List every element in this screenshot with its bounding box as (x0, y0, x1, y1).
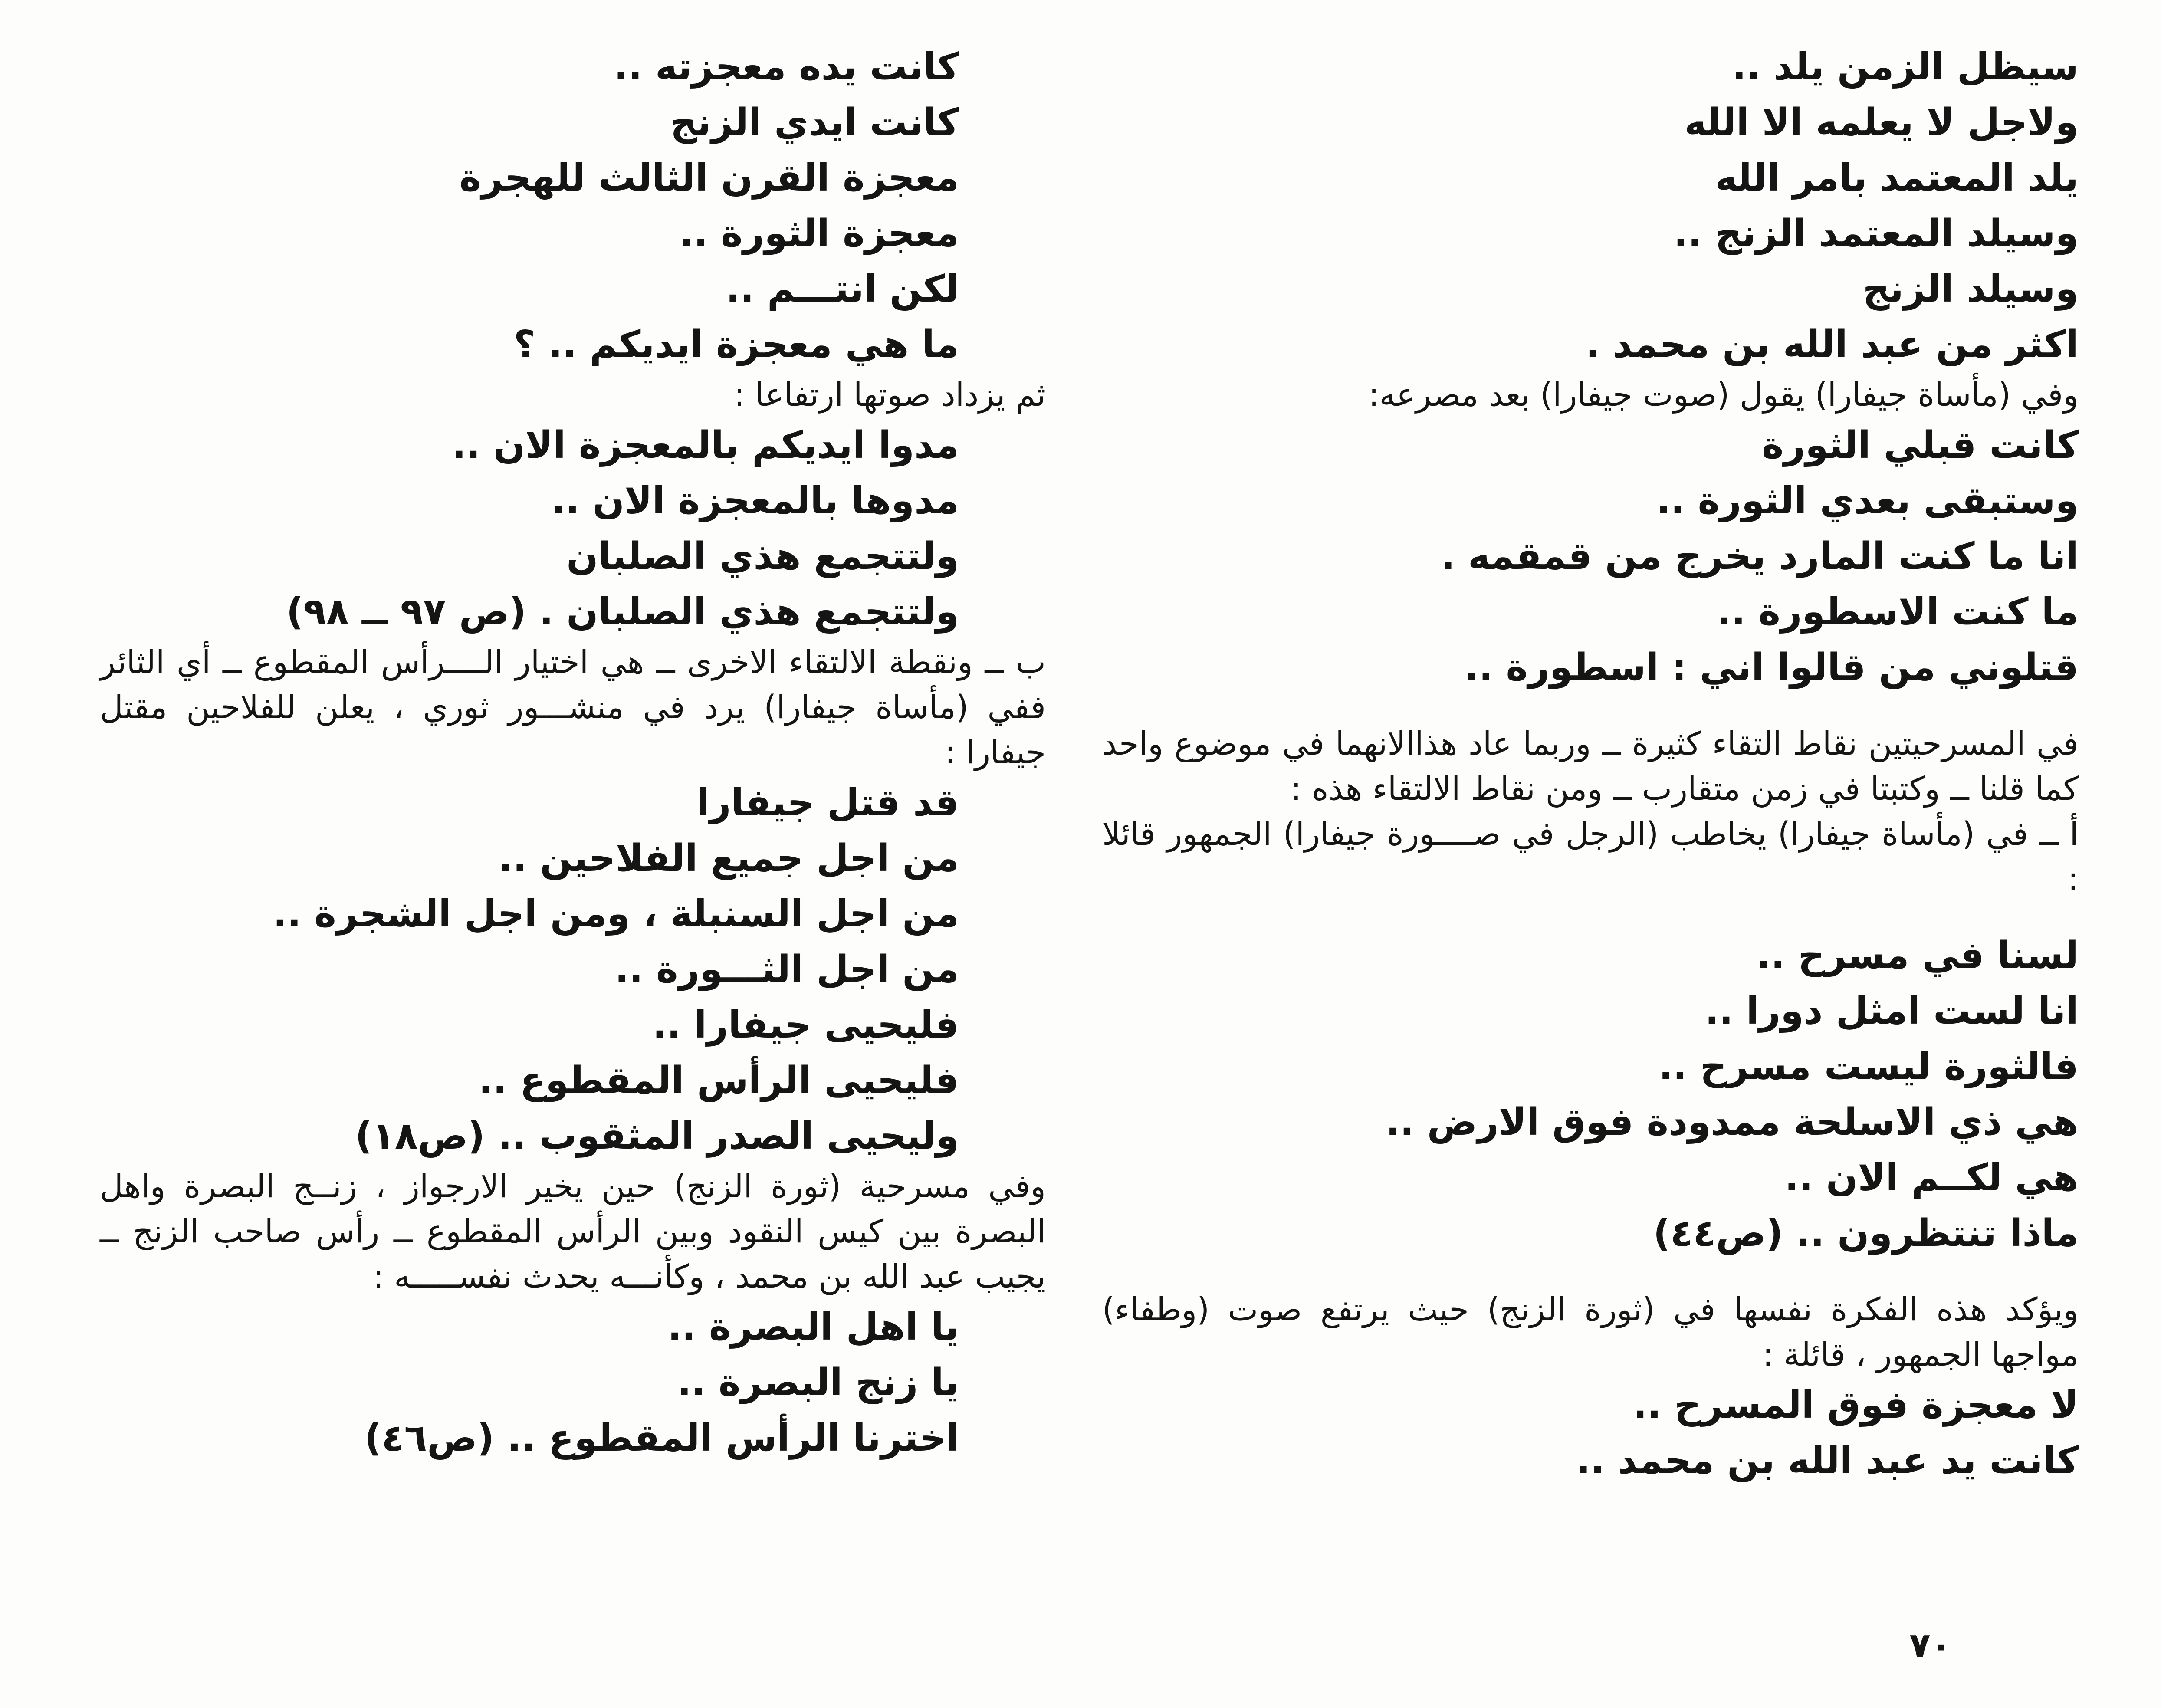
verse-line: سيظل الزمن يلد .. (1732, 45, 2079, 89)
verse-line: يا اهل البصرة .. (667, 1305, 959, 1349)
right-verse-2 (1102, 417, 2079, 695)
verse-line: قتلوني من قالوا اني : اسطورة .. (1465, 646, 2079, 689)
right-prose-2 (1102, 721, 2079, 811)
verse-line: يا زنج البصرة .. (677, 1361, 959, 1404)
verse-line: لا معجزة فوق المسرح .. (1633, 1383, 2079, 1427)
verse-line: مدوها بالمعجزة الان .. (551, 479, 959, 522)
left-prose-2 (100, 640, 1046, 775)
verse-line: مدوا ايديكم بالمعجزة الان .. (452, 424, 959, 467)
verse-line: هي لكــم الان .. (1784, 1156, 2079, 1199)
verse-line: وسيلد المعتمد الزنج .. (1673, 212, 2079, 255)
verse-line: ولتتجمع هذي الصلبان (566, 535, 959, 578)
verse-line: انا ما كنت المارد يخرج من قمقمه . (1441, 535, 2079, 578)
right-column (1102, 39, 2079, 1488)
verse-line: كانت ايدي الزنج (670, 101, 959, 144)
verse-line: ما كنت الاسطورة .. (1717, 590, 2079, 634)
left-column (100, 39, 1046, 1466)
verse-line: وستبقى بعدي الثورة .. (1656, 479, 2079, 522)
left-verse-3 (100, 775, 1046, 1164)
right-verse-4 (1102, 1377, 2079, 1488)
prose-paragraph: وفي مسرحية (ثورة الزنج) حين يخير الارجواز ، زنــج البصرة واهل البصرة بين كيس النقود وبين الرأس المقطوع ــ رأس صاحب الزنج ــ يجيب عبد الله بن محمد ، وكأنـــه يحدث نفســـــه : (100, 1168, 1046, 1295)
verse-line: معجزة الثورة .. (679, 212, 959, 255)
left-prose-3 (100, 1164, 1046, 1299)
verse-line: اخترنا الرأس المقطوع .. (ص٤٦) (364, 1416, 959, 1460)
verse-line: انا لست امثل دورا .. (1704, 989, 2079, 1033)
prose-paragraph: ثم يزداد صوتها ارتفاعا : (734, 376, 1046, 414)
verse-line: من اجل السنبلة ، ومن اجل الشجرة .. (273, 892, 959, 936)
verse-line: ولاجل لا يعلمه الا الله (1684, 101, 2079, 144)
verse-line: وليحيى الصدر المثقوب .. (ص١٨) (355, 1114, 959, 1158)
verse-line: فالثورة ليست مسرح .. (1659, 1045, 2079, 1088)
verse-line: هي ذي الاسلحة ممدودة فوق الارض .. (1386, 1100, 2079, 1144)
verse-line: يلد المعتمد بامر الله (1715, 156, 2079, 200)
page-number: ٧٠ (1909, 1625, 1952, 1665)
left-verse-1 (100, 39, 1046, 372)
prose-paragraph: ب ــ ونقطة الالتقاء الاخرى ــ هي اختيار الــــرأس المقطوع ــ أي الثائر ففي (مأساة جيفارا) يرد في منشـــور ثوري ، يعلن للفلاحين مقتل جيفارا : (100, 644, 1046, 771)
verse-line: كانت قبلي الثورة (1761, 424, 2079, 467)
prose-paragraph: في المسرحيتين نقاط التقاء كثيرة ــ وربما عاد هذاالانهما في موضوع واحد كما قلنا ــ وكتبتا في زمن متقارب ــ ومن نقاط الالتقاء هذه : (1102, 725, 2079, 808)
left-verse-2 (100, 417, 1046, 640)
prose-paragraph: أ ــ في (مأساة جيفارا) يخاطب (الرجل في صــــورة جيفارا) الجمهور قائلا : (1102, 815, 2079, 898)
verse-line: كانت يد عبد الله بن محمد .. (1576, 1439, 2079, 1482)
verse-line: معجزة القرن الثالث للهجرة (459, 156, 959, 200)
verse-line: لكن انتـــم .. (726, 267, 959, 311)
right-verse-1 (1102, 39, 2079, 372)
verse-line: اكثر من عبد الله بن محمد . (1586, 323, 2079, 366)
prose-paragraph: ويؤكد هذه الفكرة نفسها في (ثورة الزنج) حيث يرتفع صوت (وطفاء) مواجها الجمهور ، قائلة : (1102, 1291, 2079, 1373)
verse-line: من اجل جميع الفلاحين .. (499, 837, 959, 880)
verse-line: ماذا تنتظرون .. (ص٤٤) (1653, 1212, 2079, 1255)
right-verse-3 (1102, 928, 2079, 1261)
right-prose-1 (1102, 372, 2079, 417)
right-prose-4 (1102, 1287, 2079, 1377)
left-verse-4 (100, 1299, 1046, 1466)
right-prose-3 (1102, 811, 2079, 902)
verse-line: كانت يده معجزته .. (614, 45, 959, 89)
verse-line: فليحيى الرأس المقطوع .. (479, 1059, 959, 1102)
verse-line: وسيلد الزنج (1862, 267, 2079, 311)
verse-line: من اجل الثـــورة .. (614, 948, 959, 991)
verse-line: قد قتل جيفارا (696, 781, 959, 824)
verse-line: ما هي معجزة ايديكم .. ؟ (513, 323, 959, 366)
verse-line: لسنا في مسرح .. (1757, 934, 2079, 977)
left-prose-1 (100, 372, 1046, 417)
prose-paragraph: وفي (مأساة جيفارا) يقول (صوت جيفارا) بعد مصرعه: (1368, 376, 2079, 414)
verse-line: فليحيى جيفارا .. (652, 1003, 959, 1047)
verse-line: ولتتجمع هذي الصلبان . (ص ٩٧ ــ ٩٨) (286, 590, 959, 634)
